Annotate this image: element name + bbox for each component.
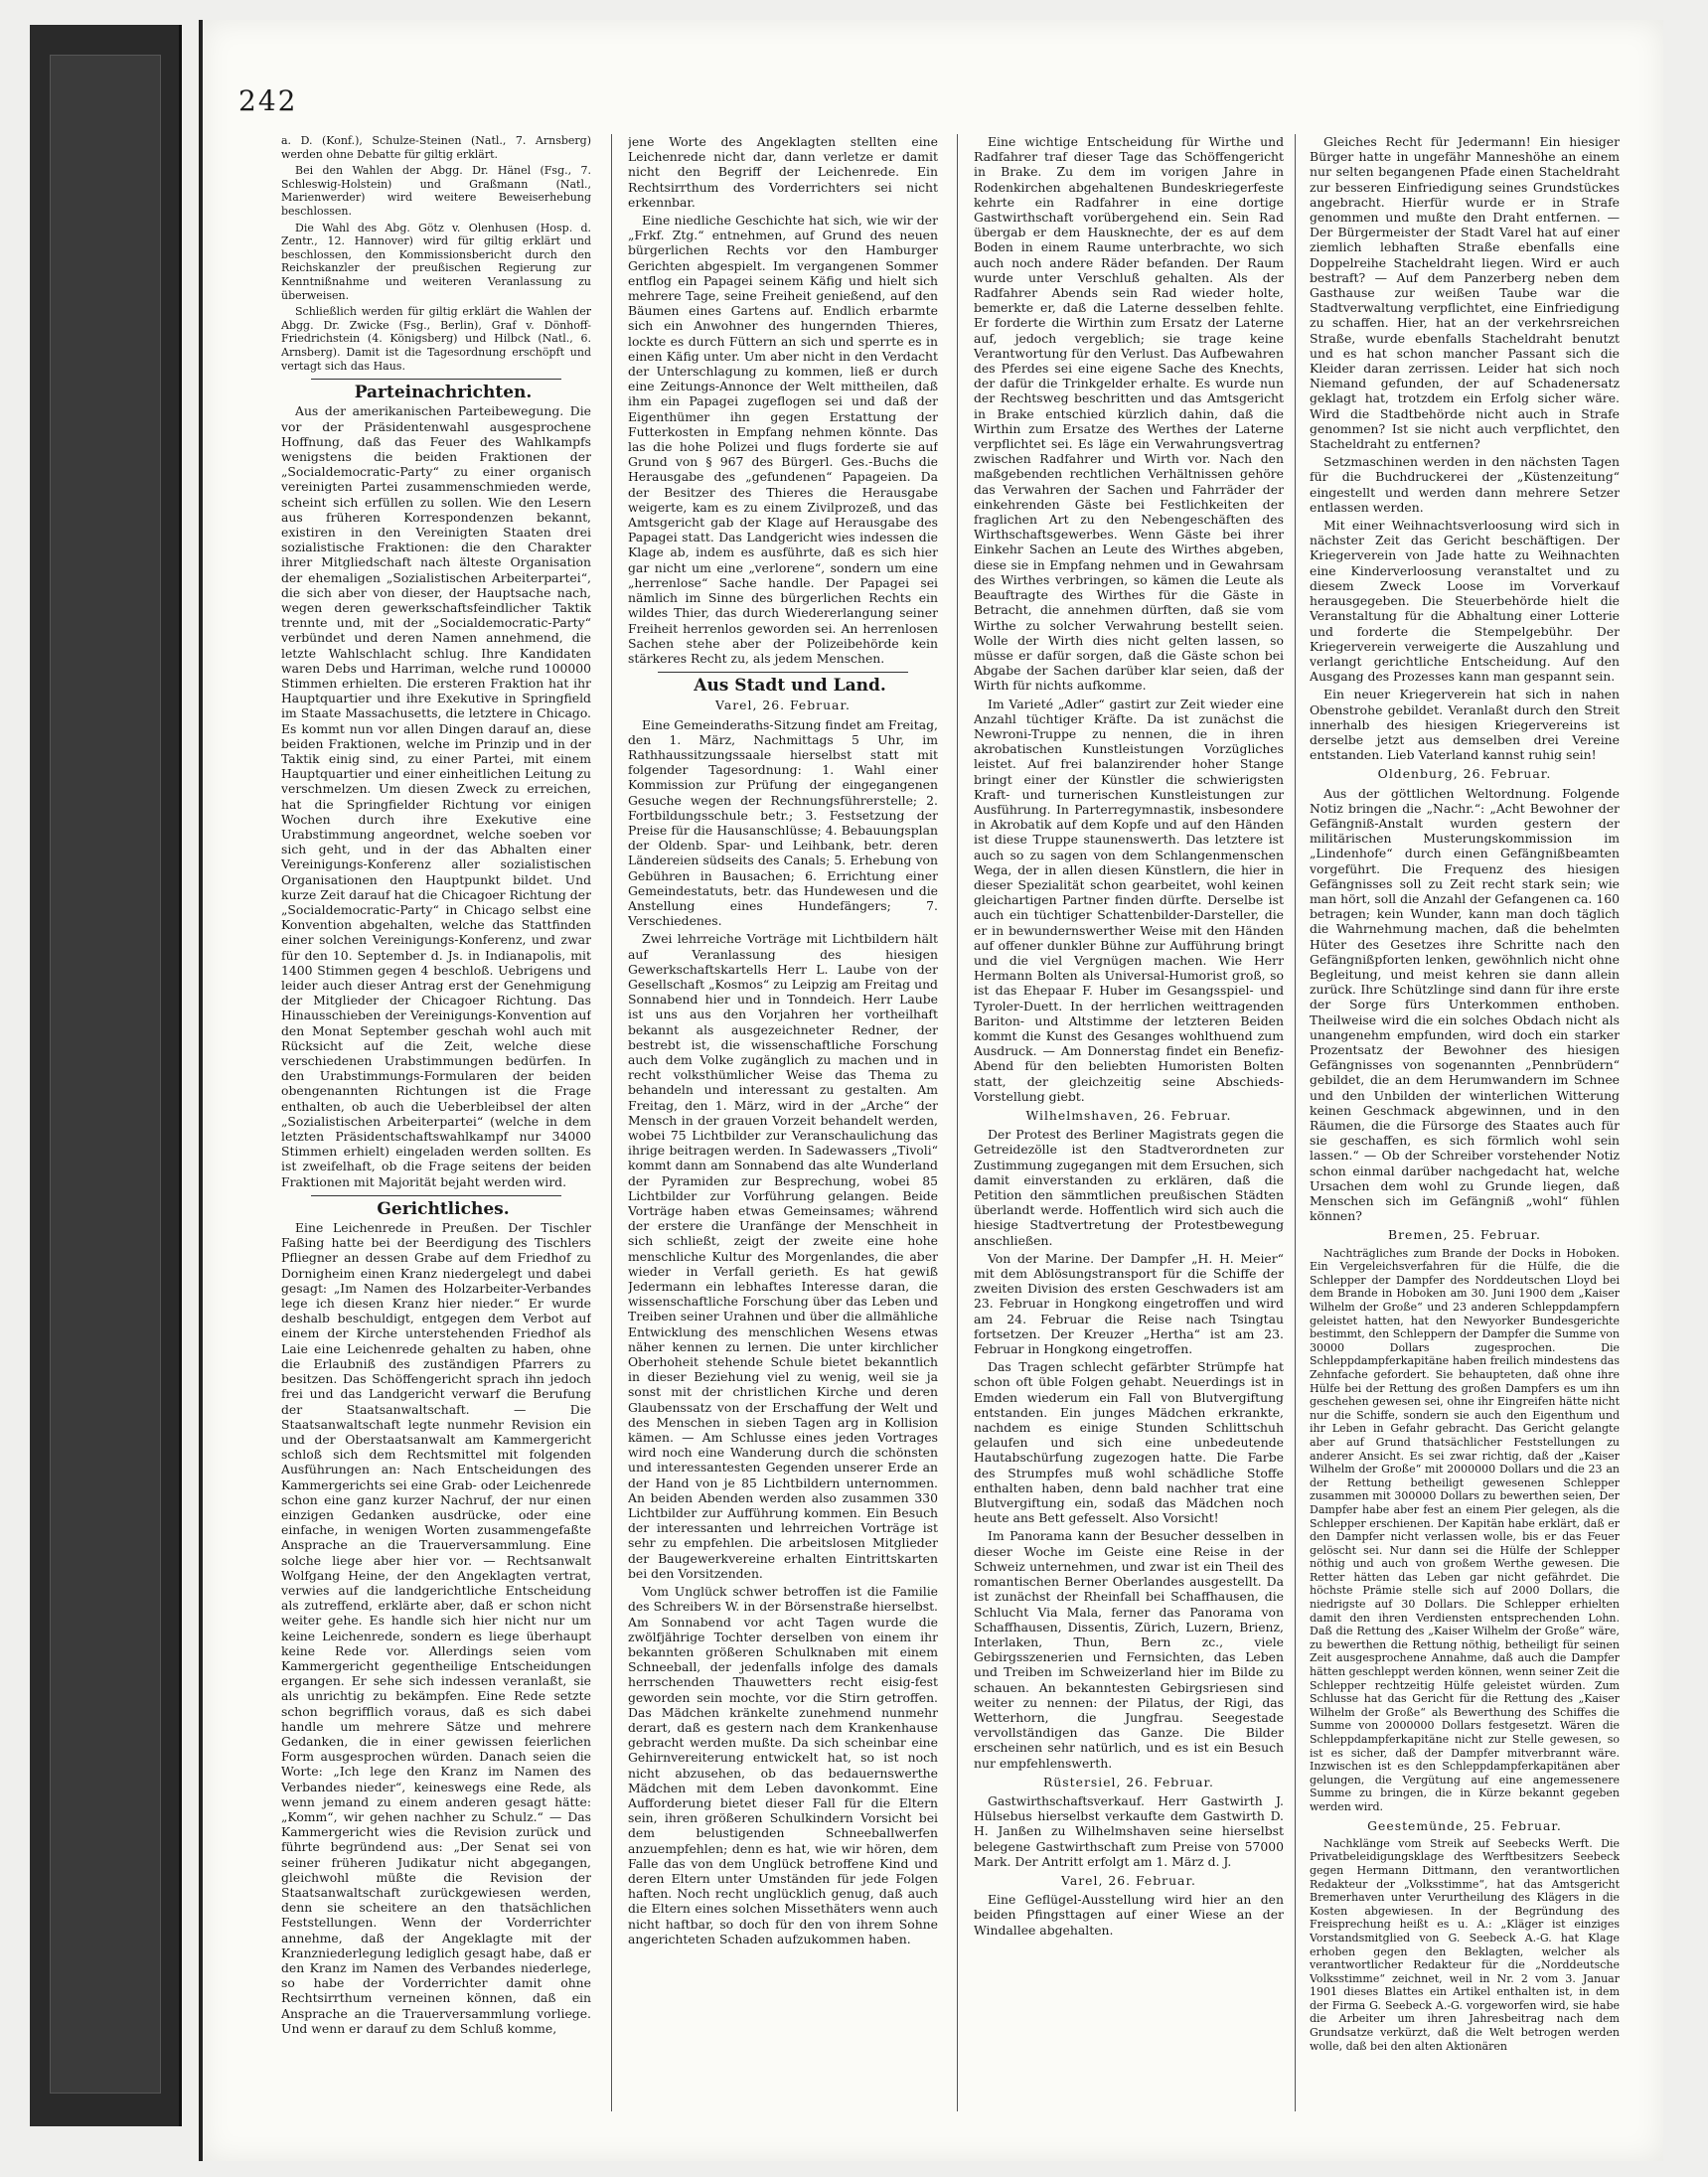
section-heading: Parteinachrichten.: [354, 383, 533, 403]
paragraph: Eine wichtige Entscheidung für Wirthe und Radfahrer traf dieser Tage das Schöffengericht in Brake. Zu dem im vorigen Jahre in Rodenkirchen abgehaltenen Bundeskriegerfeste kehrte ein Radfahrer in eine dortige Gastwirthschaft vorübergehend ein. Sein Rad übergab er dem Hausknechte, der es auf dem Boden in einem Raume unterbrachte, wo sich auch noch andere Räder befanden. Der Raum wurde unter Verschluß gehalten. Als der Radfahrer Abends sein Rad wieder holte, bemerkte er, daß die Laterne desselben fehlte. Er forderte die Wirthin zum Ersatz der Laterne auf, jedoch vergeblich; sie trage keine Verantwortung für den Verlust. Das Aufbewahren des Pferdes sei eine eigene Sache des Knechts, der dafür die Trinkgelder erhalte. Es wurde nun der Rechtsweg beschritten und das Amtsgericht in Brake entschied kürzlich dahin, daß die Wirthin zum Ersatze des Werthes der Laterne verpflichtet sei. Es läge ein Verwahrungsvertrag zwischen Radfahrer und Wirth vor. Nach den maßgebenden rechtlichen Verhältnissen gehöre das Verwahren der Sachen und Fahrräder der einkehrenden Gäste bei Festlichkeiten der fraglichen Art zu den Nebengeschäften des Wirthschaftsgewerbes. Wenn Gäste bei ihrer Einkehr Sachen an Leute des Wirthes abgeben, diese sie in Empfang nehmen und in Gewahrsam des Wirthes verbringen, so kämen die Leute als Beauftragte des Wirthes für die Gäste in Betracht, die annehmen dürften, daß sie vom Wirthe zu solcher Verwahrung bestellt seien. Wolle der Wirth dies nicht gelten lassen, so müsse er dafür sorgen, daß die Gäste schon bei Abgabe der Sachen darüber klar seien, daß der Wirth für nichts aufkomme.: [974, 134, 1284, 694]
paragraph: Gleiches Recht für Jedermann! Ein hiesiger Bürger hatte in ungefähr Manneshöhe an einem nur selten begangenen Pfade einen Stacheldraht zur besseren Einfriedigung seines Grundstückes angebracht. Hierfür wurde er in Strafe genommen und mußte den Draht entfernen. — Der Bürgermeister der Stadt Varel hat auf einer ziemlich lebhaften Straße ebenfalls eine Doppelreihe Stacheldraht liegen. Wird er auch bestraft? — Auf dem Panzerberg neben dem Gasthause zur weißen Taube war die Stadtverwaltung verpflichtet, eine Einfriedigung zu schaffen. Hier, hat an der verkehrsreichen Straße, wurde ebenfalls Stacheldraht benutzt und es hat schon mancher Passant sich die Kleider daran zerrissen. Leider hat sich noch Niemand gefunden, der auf Schadenersatz geklagt hat, trotzdem ein Erfolg sicher wäre. Wird die Stadtbehörde nicht auch in Strafe genommen? Ist sie nicht auch verpflichtet, den Stacheldraht zu entfernen?: [1310, 134, 1620, 452]
paragraph: Im Panorama kann der Besucher desselben in dieser Woche im Geiste eine Reise in der Schweiz unternehmen, und zwar ist ein Theil des romantischen Berner Oberlandes ausgestellt. Da ist zunächst der Rheinfall bei Schaffhausen, die Schlucht Via Mala, ferner das Panorama von Schaffhausen, Dissentis, Zürich, Luzern, Brienz, Interlaken, Thun, Bern zc., viele Gebirgsszenerien und Fernsichten, das Leben und Treiben im Schweizerland hier im Bilde zu schauen. An bekanntesten Gebirgsriesen sind weiter zu nennen: der Pilatus, der Rigi, das Wetterhorn, die Jungfrau. Seegestade vervollständigen das Ganze. Die Bilder erscheinen sehr natürlich, und es ist ein Besuch nur empfehlenswerth.: [974, 1528, 1284, 1771]
paragraph: Eine Geflügel-Ausstellung wird hier an den beiden Pfingsttagen auf einer Wiese an der Windallee abgehalten.: [974, 1892, 1284, 1938]
paragraph: Im Varieté „Adler“ gastirt zur Zeit wieder eine Anzahl tüchtiger Kräfte. Da ist zunächst die Newroni-Truppe zu nennen, die in ihren akrobatischen Kunstleistungen Vorzügliches leistet. Auf frei balanzirender hoher Stange bringt einer der Künstler die schwierigsten Kraft- und turnerischen Kunstleistungen zur Ausführung. In Parterregymnastik, insbesondere in Akrobatik auf dem Kopfe und auf den Händen ist diese Truppe staunenswerth. Das letztere ist auch so zu sagen von dem Schlangenmenschen Wega, der in allen diesen Künstlern, die hier in dieser Spezialität schon gearbeitet, wohl keinen gleichartigen Partner finden dürfte. Derselbe ist auch ein tüchtiger Schattenbilder-Darsteller, die er in bewundernswerther Weise mit den Händen auf offener dunkler Bühne zur Aufführung bringt und die viel Vergnügen machen. Wie Herr Hermann Bolten als Universal-Humorist groß, so ist das Ehepaar F. Huber im Gesangsspiel- und Tyroler-Duett. In der herrlichen weittragenden Bariton- und Altstimme der letzteren Beiden kommt die Kunst des Gesanges wohlthuend zum Ausdruck. — Am Donnerstag findet ein Benefiz-Abend für den beliebten Humoristen Bolten statt, der gleichzeitig seine Abschieds-Vorstellung giebt.: [974, 696, 1284, 1104]
paragraph: Gastwirthschaftsverkauf. Herr Gastwirth J. Hülsebus hierselbst verkaufte dem Gastwirth D. H. Janßen zu Wilhelmshaven seine hierselbst belegene Gastwirthschaft zum Preise von 57000 Mark. Der Antritt erfolgt am 1. März d. J.: [974, 1792, 1284, 1869]
section-divider: [311, 379, 561, 380]
column-rule: [1295, 134, 1296, 2111]
paragraph: Von der Marine. Der Dampfer „H. H. Meier“ mit dem Ablösungstransport für die Schiffe der zweiten Division des ersten Geschwaders ist am 23. Februar in Hongkong eingetroffen und wird am 24. Februar die Reise nach Tsingtau fortsetzen. Der Kreuzer „Hertha“ ist am 23. Februar in Hongkong eingetroffen.: [974, 1250, 1284, 1357]
paragraph: Zwei lehrreiche Vorträge mit Lichtbildern hält auf Veranlassung des hiesigen Gewerkschaftskartells Herr L. Laube von der Gesellschaft „Kosmos“ zu Leipzig am Freitag und Sonnabend hier und in Tonndeich. Herr Laube ist uns aus den Vorjahren her vortheilhaft bekannt als ausgezeichneter Redner, der bestrebt ist, die wissenschaftliche Forschung auch dem Volke zugänglich zu machen und in recht volksthümlicher Weise das Thema zu behandeln und interessant zu gestalten. Am Freitag, den 1. März, wird in der „Arche“ der Mensch in der grauen Vorzeit behandelt werden, wobei 75 Lichtbilder zur Veranschaulichung das ihrige beitragen werden. In Sadewassers „Tivoli“ kommt dann am Sonnabend das alte Wunderland der Pyramiden zur Besprechung, wobei 85 Lichtbilder zur Vorführung gelangen. Beide Vorträge haben etwas Gemeinsames; während der erstere die Uranfänge der Menschheit in sich schließt, zeigt der zweite eine hohe menschliche Kultur des Morgenlandes, die aber wieder in Verfall gerieth. Es hat gewiß Jedermann ein lebhaftes Interesse daran, die wissenschaftliche Forschung über das Leben und Treiben seiner Urahnen und über die allmähliche Entwicklung des menschlichen Wesens etwas näher kennen zu lernen. Die unter kirchlicher Oberhoheit stehende Schule bietet bekanntlich in dieser Beziehung viel zu wenig, weil sie ja sonst mit der christlichen Kirche und deren Glaubenssatz von der Erschaffung der Welt und des Menschen in sieben Tagen arg in Kollision kämen. — Am Schlusse eines jeden Vortrages wird noch eine Wanderung durch die schönsten und interessantesten Gegenden unserer Erde an der Hand von je 85 Lichtbildern unternommen. An beiden Abenden werden also zusammen 330 Lichtbilder zur Aufführung kommen. Ein Besuch der interessanten und lehrreichen Vorträge ist sehr zu empfehlen. Die arbeitslosen Mitglieder der Baugewerkvereine erhalten Eintrittskarten bei den Vorsitzenden.: [628, 931, 938, 1581]
column-rule: [957, 134, 958, 2111]
paragraph: Eine Gemeinderaths-Sitzung findet am Freitag, den 1. März, Nachmittags 5 Uhr, im Rathhaussitzungssaale hierselbst statt mit folgender Tagesordnung: 1. Wahl einer Kommission zur Prüfung der eingegangenen Gesuche wegen der Rechnungsführerstelle; 2. Fortbildungsschule betr.; 3. Festsetzung der Preise für die Hausanschlüsse; 4. Bebauungsplan der Oldenb. Spar- und Leihbank, betr. deren Ländereien südseits des Canals; 5. Erhebung von Gebühren in Bausachen; 6. Errichtung einer Gemeindestatuts, betr. das Hundewesen und die Anstellung eines Hundefängers; 7. Verschiedenes.: [628, 716, 938, 929]
dateline: Varel, 26. Februar.: [1061, 1872, 1196, 1888]
dateline: Varel, 26. Februar.: [715, 698, 851, 713]
book-binding: [30, 25, 182, 2126]
dateline: Wilhelmshaven, 26. Februar.: [1025, 1108, 1232, 1123]
paragraph: Schließlich werden für giltig erklärt die Wahlen der Abgg. Dr. Zwicke (Fsg., Berlin), Graf v. Dönhoff-Friedrichstein (4. Königsberg) und Hilbck (Natl., 6. Arnsberg). Damit ist die Tagesordnung erschöpft und vertagt sich das Haus.: [281, 305, 591, 373]
section-divider: [658, 672, 908, 673]
paragraph: Nachklänge vom Streik auf Seebecks Werft. Die Privatbeleidigungsklage des Werftbesitzers Seebeck gegen Hermann Dittmann, den verantwortlichen Redakteur der „Volksstimme“, hat das Amtsgericht Bremerhaven unter Verurtheilung des Klägers in die Kosten abgewiesen. In der Begründung des Freisprechung heißt es u. A.: „Kläger ist einziges Vorstandsmitglied von G. Seebeck A.-G. hat Klage erhoben gegen den Beklagten, welcher als verantwortlicher Redakteur für die „Norddeutsche Volksstimme“ zeichnet, weil in Nr. 2 vom 3. Januar 1901 dieses Blattes ein Artikel enthalten ist, in dem der Firma G. Seebeck A.-G. vorgeworfen wird, sie habe die Arbeiter um ihren Jahresbeitrag nach dem Grundsatze verkürzt, daß die Welt betrogen werden wolle, daß bei den alten Aktionären: [1310, 1836, 1620, 2053]
paragraph: a. D. (Konf.), Schulze-Steinen (Natl., 7. Arnsberg) werden ohne Debatte für giltig erklärt.: [281, 134, 591, 161]
paragraph: Die Wahl des Abg. Götz v. Olenhusen (Hosp. d. Zentr., 12. Hannover) wird für giltig erklärt und beschlossen, den Kommissionsbericht durch den Reichskanzler der preußischen Regierung zur Kenntnißnahme und weiteren Veranlassung zu überweisen.: [281, 221, 591, 302]
column-3: [974, 134, 1284, 2111]
paragraph: Das Tragen schlecht gefärbter Strümpfe hat schon oft üble Folgen gehabt. Neuerdings ist in Emden wiederum ein Fall von Blutvergiftung entstanden. Ein junges Mädchen erkrankte, nachdem es einige Stunden Schlittschuh gelaufen und sich eine unbedeutende Hautabschürfung zugezogen hatte. Die Farbe des Strumpfes muß wohl schädliche Stoffe enthalten haben, denn bald nachher trat eine Blutvergiftung ein, sodaß das Mädchen noch heute ans Bett gefesselt. Also Vorsicht!: [974, 1359, 1284, 1526]
column-1: [281, 134, 591, 2111]
paragraph: Nachträgliches zum Brande der Docks in Hoboken. Ein Vergeleichsverfahren für die Hülfe, die die Schlepper der Dampfer des Norddeutschen Lloyd bei dem Brande in Hoboken am 30. Juni 1900 dem „Kaiser Wilhelm der Große“ und 23 anderen Schleppdampfern geleistet hatten, hat den Newyorker Bundesgerichte bestimmt, den Schleppern der Dampfer die Summe von 30000 Dollars zugesprochen. Die Schleppdampferkapitäne haben freilich mindestens das Zehnfache gefordert. Sie behaupteten, daß ohne ihre Hülfe bei der Rettung des großen Dampfers es um ihn geschehen gewesen sei, ohne ihr Eingreifen hätte nicht nur die Schiffe, sondern sie auch den Eigenthum und ihr Leben in Gefahr gebracht. Das Gericht gelangte aber auf Grund thatsächlicher Feststellungen zu anderer Ansicht. Es sei zwar richtig, daß der „Kaiser Wilhelm der Große“ mit 2000000 Dollars und die 23 an der Rettung betheiligt gewesenen Schlepper zusammen mit 300000 Dollars zu bewerthen seien, Der Dampfer habe aber fest an einem Pier gelegen, als die Schlepper erschienen. Der Kapitän habe erklärt, daß er den Dampfer nicht verlassen wolle, bis er das Feuer gelöscht sei. Nur dann sei die Hülfe der Schlepper nöthig und auch von großem Werthe gewesen. Die Retter hätten das Leben gar nicht gefährdet. Die höchste Prämie stelle sich auf 2000 Dollars, die niedrigste auf 30 Dollars. Die Schlepper erhielten damit den ihren Verdiensten entsprechenden Lohn. Daß die Rettung des „Kaiser Wilhelm der Große“ wäre, zu bewerthen die Rettung nöthig, betheiligt für seinen Zeit ausgesprochene Annahme, daß auch die Dampfer hätten geschleppt werden können, wenn seiner Zeit die Schlepper rechtzeitig Hülfe geleistet würden. Zum Schlusse hat das Gericht für die Rettung des „Kaiser Wilhelm der Große“ als Bewerthung des Schiffes die Summe von 2000000 Dollars festgesetzt. Wären die Schleppdampferkapitäne nicht zur Stelle gewesen, so ist es sicher, daß der Dampfer mitverbrannt wäre. Inzwischen ist es den Schleppdampferkapitänen aber gelungen, die Vergütung auf eine angemessenere Summe zu bringen, die in Kürze bekannt gegeben werden wird.: [1310, 1246, 1620, 1813]
dateline: Bremen, 25. Februar.: [1388, 1227, 1541, 1243]
section-heading: Gerichtliches.: [377, 1198, 510, 1219]
paragraph: Aus der amerikanischen Parteibewegung. Die vor der Präsidentenwahl ausgesprochene Hoffnung, daß das Feuer des Wahlkampfs wenigstens die beiden Fraktionen der „Socialdemocratic-Party“ zu einer organisch vereinigten Partei zusammenschmieden werde, scheint sich erfüllen zu sollen. Wie den Lesern aus früheren Korrespondenzen bekannt, existiren in den Vereinigten Staaten drei sozialistische Fraktionen: die den Charakter ihrer Mitgliedschaft nach älteste Organisation der ehemaligen „Sozialistischen Arbeiterpartei“, die sich aber von dieser, der Hauptsache nach, wegen deren gewerkschaftsfeindlicher Taktik trennte und, mit der „Socialdemocratic-Party“ verbündet und deren Namen annehmend, die letzte Wahlschlacht schlug. Ihre Kandidaten waren Debs und Harriman, welche rund 100000 Stimmen erhielten. Die ersteren Fraktion hat ihr Hauptquartier und ihre Exekutive in Springfield im Staate Massachusetts, die letztere in Chicago. Es kommt nun vor allen Dingen darauf an, diese beiden Fraktionen, welche im Prinzip und in der Taktik einig sind, zu einer Partei, mit einem Hauptquartier und einer einheitlichen Leitung zu verschmelzen. Um diesen Zweck zu erreichen, hat die Springfielder Richtung vor einigen Wochen durch ihre Exekutive eine Urabstimmung angeordnet, welche soeben vor sich geht, und in der das Abhalten einer Vereinigungs-Konferenz aller sozialistischen Organisationen den Hauptpunkt bildet. Und kurze Zeit darauf hat die Chicagoer Richtung der „Socialdemocratic-Party“ in Chicago selbst eine Konvention abgehalten, welche das Stattfinden einer solchen Vereinigungs-Konferenz, und zwar für den 10. September d. Js. in Indianapolis, mit 1400 Stimmen gegen 4 beschloß. Uebrigens und leider auch dieser Antrag erst der Genehmigung der Mitglieder der Chicagoer Richtung. Das Hinausschieben der Vereinigungs-Konvention auf den Monat September geschah wohl auch mit Rücksicht auf die Zeit, welche diese verschiedenen Urabstimmungen bedürfen. In den Urabstimmungs-Formularen der beiden obengenannten Richtungen ist die Frage enthalten, ob auch die Ueberbleibsel der alten „Sozialistischen Arbeiterpartei“ (welche in dem letzten Präsidentschaftswahlkampf nur 34000 Stimmen erhielt) eingeladen werden sollten. Es ist zweifelhaft, ob die Frage seitens der beiden Fraktionen mit Majorität bejaht werden wird.: [281, 403, 591, 1189]
column-rule: [611, 134, 612, 2111]
column-2: [628, 134, 938, 2111]
paragraph: Setzmaschinen werden in den nächsten Tagen für die Buchdruckerei der „Küstenzeitung“ eingestellt und werden dann mehrere Setzer entlassen werden.: [1310, 454, 1620, 515]
section-heading: Aus Stadt und Land.: [694, 676, 886, 697]
paragraph: Ein neuer Kriegerverein hat sich in nahen Obenstrohe gebildet. Veranlaßt durch den Streit innerhalb des hiesigen Kriegervereins ist derselbe jetzt aus demselben drei Vereine entstanden. Lieb Vaterland kannst ruhig sein!: [1310, 687, 1620, 763]
paragraph: Vom Unglück schwer betroffen ist die Familie des Schreibers W. in der Börsenstraße hierselbst. Am Sonnabend vor acht Tagen wurde die zwölfjährige Tochter derselben von einem ihr bekannten größeren Schulknaben mit einem Schneeball, der jedenfalls infolge des damals herrschenden Thauwetters recht eisig-fest geworden sein mochte, vor die Stirn getroffen. Das Mädchen kränkelte zunehmend nunmehr derart, daß es gestern nach dem Krankenhause gebracht werden mußte. Da sich scheinbar eine Gehirnvereiterung entwickelt hat, so ist noch nicht abzusehen, ob das bedauernswerthe Mädchen mit dem Leben davonkommt. Eine Aufforderung bietet dieser Fall für die Eltern sein, ihren größeren Schulkindern Vorsicht bei dem belustigenden Schneeballwerfen anzuempfehlen; denn es hat, wie wir hören, dem Falle das von dem Unglück betroffene Kind und deren Eltern unter Umständen für jede Folgen haften. Noch recht unglücklich genug, daß auch die Eltern eines solchen Missethäters wenn auch nicht haftbar, so doch für den von ihrem Sohne angerichteten Schaden aufzukommen haben.: [628, 1584, 938, 1946]
dateline: Geestemünde, 25. Februar.: [1367, 1817, 1562, 1833]
paragraph: Eine Leichenrede in Preußen. Der Tischler Faßing hatte bei der Beerdigung des Tischlers Pfliegner an dessen Grabe auf dem Friedhof zu Dornigheim einen Kranz niedergelegt und dabei gesagt: „Im Namen des Holzarbeiter-Verbandes lege ich diesen Kranz hier nieder.“ Er wurde deshalb beschuldigt, entgegen dem Verbot auf einem der Kirche unterstehenden Friedhof als Laie eine Leichenrede gehalten zu haben, ohne die Erlaubniß des zuständigen Pfarrers zu besitzen. Das Schöffengericht sprach ihn jedoch frei und das Landgericht verwarf die Berufung der Staatsanwaltschaft. — Die Staatsanwaltschaft legte nunmehr Revision ein und der Oberstaatsanwalt am Kammergericht schloß sich dem Rechtsmittel mit folgenden Ausführungen an: Nach Entscheidungen des Kammergerichts sei eine Grab- oder Leichenrede schon eine ganz kurzer Nachruf, der nur einen einzigen Gedanken ausdrücke, oder eine einfache, in wenigen Worten zusammengefaßte Ansprache an die Trauerversammlung. Eine solche liege aber hier vor. — Rechtsanwalt Wolfgang Heine, der den Angeklagten vertrat, verwies auf die landgerichtliche Entscheidung als zutreffend, erklärte aber, daß er schon nicht weiter gehe. Es handle sich hier nicht nur um keine Leichenrede, sondern es liege überhaupt keine Rede vor. Allerdings seien vom Kammergericht gegentheilige Entscheidungen ergangen. Er sehe sich indessen veranlaßt, sie als unrichtig zu bekämpfen. Eine Rede setzte schon begrifflich voraus, daß es sich dabei handle um mehrere Sätze und mehrere Gedanken, die in einer gewissen feierlichen Form ausgesprochen würden. Danach seien die Worte: „Ich lege den Kranz im Namen des Verbandes nieder“, keineswegs eine Rede, als wenn jemand zu einem anderen gesagt hätte: „Komm“, wir gehen nachher zu Schulz.“ — Das Kammergericht wies die Revision zurück und führte begründend aus: „Der Senat sei von seiner früheren Judikatur nicht abgegangen, gleichwohl müßte die Revision der Staatsanwaltschaft zurückgewiesen werden, denn sie scheitere an den thatsächlichen Feststellungen. Wenn der Vorderrichter annehme, daß der Angeklagte mit der Kranzniederlegung lediglich gesagt habe, daß er den Kranz im Namen des Verbandes niederlege, so habe der Vorderrichter damit ohne Rechtsirrthum verneinen können, daß ein Ansprache an die Trauerversammlung vorliege. Und wenn er darauf zu dem Schluß komme,: [281, 1220, 591, 2036]
dateline: Oldenburg, 26. Februar.: [1377, 766, 1552, 782]
paragraph: Mit einer Weihnachtsverloosung wird sich in nächster Zeit das Gericht beschäftigen. Der Kriegerverein von Jade hatte zu Weihnachten eine Kinderverloosung veranstaltet und zu diesem Zweck Loose im Vorverkauf herausgegeben. Die Steuerbehörde hielt die Veranstaltung für die Abhaltung einer Lotterie und forderte die Stempelgebühr. Der Kriegerverein verweigerte die Auszahlung und verlangt gerichtliche Entscheidung. Auf den Ausgang des Prozesses kann man gespannt sein.: [1310, 518, 1620, 685]
dateline: Rüstersiel, 26. Februar.: [1042, 1774, 1214, 1789]
page-number: 242: [238, 84, 298, 117]
paragraph: Bei den Wahlen der Abgg. Dr. Hänel (Fsg., 7. Schleswig-Holstein) und Graßmann (Natl., Marienwerder) wird weitere Beweiserhebung beschlossen.: [281, 164, 591, 218]
binding-spine: [50, 55, 161, 2094]
paragraph: Der Protest des Berliner Magistrats gegen die Getreidezölle ist den Stadtverordneten zur Zustimmung zugegangen mit dem Ersuchen, sich damit einverstanden zu erklären, daß die Petition den sämmtlichen preußischen Städten überlandt werde. Hoffentlich wird sich auch die hiesige Stadtvertretung der Protestbewegung anschließen.: [974, 1127, 1284, 1248]
paragraph: Aus der göttlichen Weltordnung. Folgende Notiz bringen die „Nachr.“: „Acht Bewohner der Gefängniß-Anstalt wurden gestern der militärischen Musterungskommission im „Lindenhofe“ durch einen Gefängnißbeamten vorgeführt. Die Frequenz des hiesigen Gefängnisses soll zu Zeit recht stark sein; wie man hört, soll die Anzahl der Gefangenen ca. 160 betragen; kein Wunder, kann man doch täglich die Wahrnehmung machen, daß die behelmten Hüter des Gesetzes ihre Schritte nach den Gefängnißpforten lenken, gewöhnlich nicht ohne Begleitung, und meist kehren sie dann allein zurück. Ihre Schützlinge sind dann für ihre erste der Sorge fürs Unterkommen enthoben. Theilweise wird die ein solches Obdach nicht als unangenehm empfunden, wird doch ein starker Prozentsatz der Bewohner des hiesigen Gefängnisses von sogenannten „Pennbrüdern“ gebildet, die an dem Herumwandern im Schnee und den Unbilden der winterlichen Witterung keinen Geschmack abgewinnen, und in den Räumen, die die Fürsorge des Staates auch für sie geschaffen, es sich förmlich wohl sein lassen.“ — Ob der Schreiber vorstehender Notiz schon einmal darüber nachgedacht hat, welche Ursachen dem wohl zu Grunde liegen, daß Menschen sich im Gefängniß „wohl“ fühlen können?: [1310, 785, 1620, 1224]
section-divider: [311, 1195, 561, 1196]
paragraph: jene Worte des Angeklagten stellten eine Leichenrede nicht dar, dann verletze er damit nicht den Begriff der Leichenrede. Ein Rechtsirrthum des Vorderrichters sei nicht erkennbar.: [628, 134, 938, 210]
paragraph: Eine niedliche Geschichte hat sich, wie wir der „Frkf. Ztg.“ entnehmen, auf Grund des neuen bürgerlichen Rechts vor den Hamburger Gerichten abgespielt. Im vergangenen Sommer entflog ein Papagei seinem Käfig und hielt sich mehrere Tage, seine Freiheit genießend, auf den Bäumen eines Gartens auf. Endlich erbarmte sich ein Anwohner des hungernden Thieres, lockte es durch Füttern an sich und sperrte es in einen Käfig unter. Um aber nicht in den Verdacht der Unterschlagung zu kommen, ließ er durch eine Zeitungs-Annonce der Welt mittheilen, daß ihm ein Papagei zugeflogen sei und daß der Eigenthümer ihn gegen Erstattung der Futterkosten in Empfang nehmen könnte. Das las die hohe Polizei und flugs forderte sie auf Grund von § 967 des Bürgerl. Ges.-Buchs die Herausgabe des „gefundenen“ Papageien. Da der Besitzer des Thieres die Herausgabe weigerte, kam es zu einem Zivilprozeß, und das Amtsgericht gab der Klage auf Herausgabe des Papagei statt. Das Landgericht wies indessen die Klage ab, indem es ausführte, daß es sich hier gar nicht um eine „verlorene“, sondern um eine „herrenlose“ Sache handle. Der Papagei sei nämlich im Sinne des bürgerlichen Rechts ein wildes Thier, das durch Wiedererlangung seiner Freiheit herrenlos geworden sei. An herrenlosen Sachen stehe aber der Polizeibehörde kein stärkeres Recht zu, als jedem Menschen.: [628, 213, 938, 666]
column-4: [1310, 134, 1620, 2111]
